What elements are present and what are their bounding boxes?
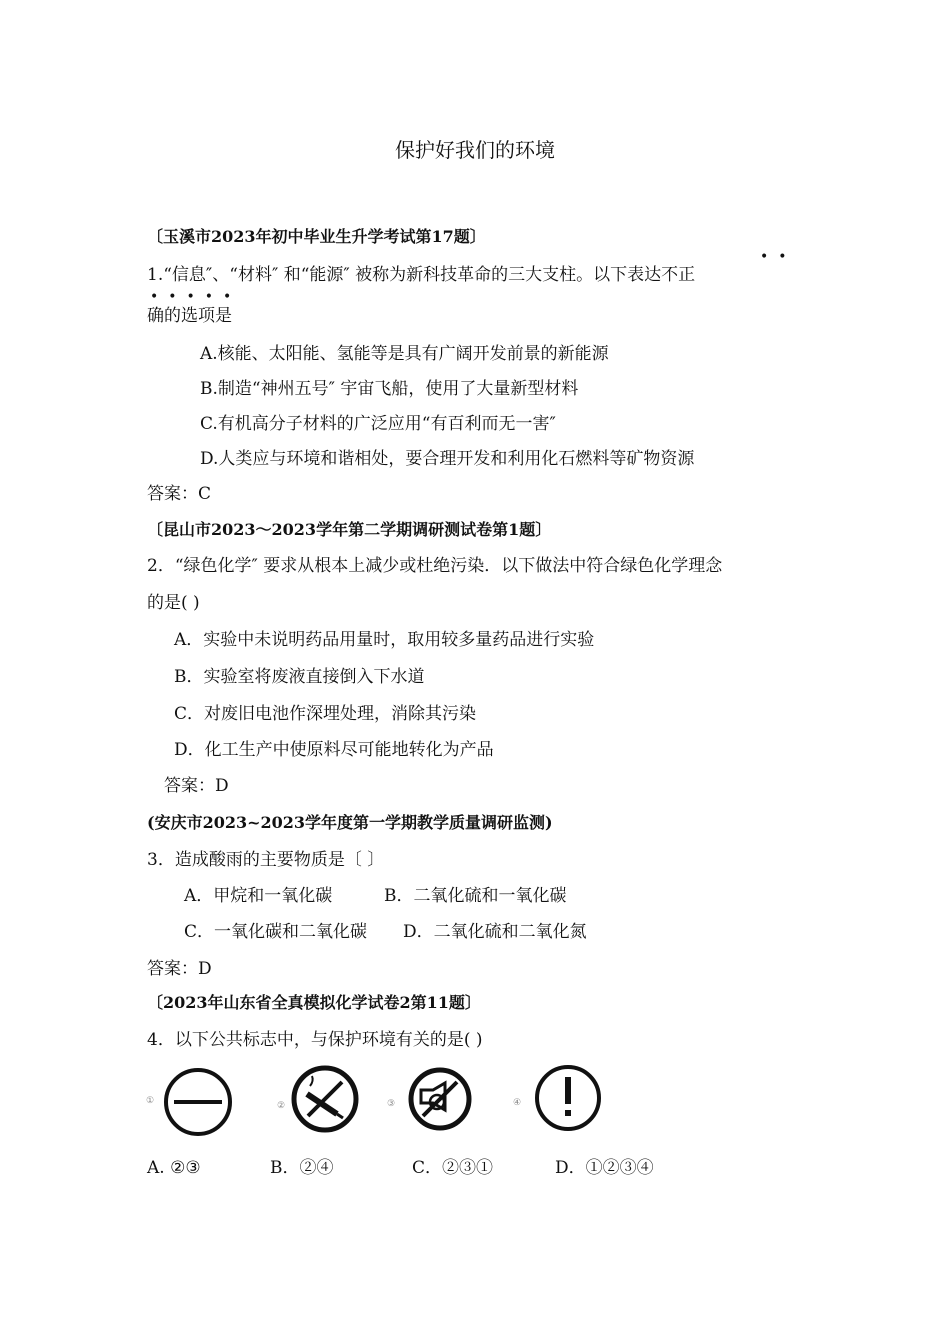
q2-answer: 答案：D (164, 776, 229, 796)
sign-label-4: ④ (513, 1098, 522, 1108)
q3-option-b: B．二氧化硫和一氧化碳 (384, 886, 567, 906)
q4-option-b: B．②④ (270, 1158, 334, 1178)
q1-option-a: A.核能、太阳能、氢能等是具有广阔开发前景的新能源 (200, 344, 609, 364)
q1-option-d: D.人类应与环境和谐相处，要合理开发和利用化石燃料等矿物资源 (200, 449, 695, 469)
emphasis-dots-icon: •• (760, 249, 797, 265)
page-title: 保护好我们的环境 (395, 138, 555, 162)
q1-source: 〔玉溪市2023年初中毕业生升学考试第17题〕 (147, 227, 486, 246)
no-smoking-sign-icon (290, 1064, 360, 1134)
q3-stem: 3．造成酸雨的主要物质是〔 〕 (147, 850, 385, 870)
q4-source: 〔2023年山东省全真模拟化学试卷2第11题〕 (147, 993, 481, 1012)
q2-source: 〔昆山市2023～2023学年第二学期调研测试卷第1题〕 (147, 520, 552, 539)
q2-stem-line1: 2．“绿色化学″ 要求从根本上减少或杜绝污染．以下做法中符合绿色化学理念 (147, 556, 723, 576)
q2-option-b: B．实验室将废液直接倒入下水道 (174, 667, 425, 687)
sign-label-1: ① (146, 1096, 155, 1106)
q2-option-d: D．化工生产中使原料尽可能地转化为产品 (174, 740, 494, 760)
q4-option-a: A. ②③ (147, 1158, 201, 1178)
q1-stem-line1: 1.“信息″、“材料″ 和“能源″ 被称为新科技革命的三大支柱。以下表达不正 (147, 265, 696, 285)
sign-label-3: ③ (387, 1099, 396, 1109)
q1-option-b: B.制造“神州五号″ 宇宙飞船，使用了大量新型材料 (200, 379, 579, 399)
q4-option-d: D．①②③④ (555, 1158, 654, 1178)
warning-sign-icon (533, 1063, 603, 1133)
q3-option-d: D．二氧化硫和二氧化氮 (403, 922, 587, 942)
q2-stem-line2: 的是( ) (147, 593, 200, 613)
q2-option-a: A．实验中未说明药品用量时，取用较多量药品进行实验 (174, 630, 595, 650)
q3-option-c: C．一氧化碳和二氧化碳 (184, 922, 368, 942)
q4-option-c: C．②③① (412, 1158, 494, 1178)
q4-stem: 4．以下公共标志中，与保护环境有关的是( ) (147, 1030, 483, 1050)
q2-option-c: C．对废旧电池作深埋处理，消除其污染 (174, 704, 477, 724)
no-entry-sign-icon (162, 1066, 234, 1138)
q3-option-a: A．甲烷和一氧化碳 (184, 886, 333, 906)
q1-stem-line2: 确的选项是 (147, 306, 232, 326)
sign-label-2: ② (277, 1101, 286, 1111)
q3-answer: 答案：D (147, 959, 212, 979)
emphasis-dots-icon: ••••• (150, 289, 242, 305)
q1-answer: 答案：C (147, 484, 212, 504)
q1-option-c: C.有机高分子材料的广泛应用“有百利而无一害″ (200, 414, 556, 434)
q3-source: (安庆市2023~2023学年度第一学期教学质量调研监测) (147, 813, 553, 832)
no-honking-sign-icon (407, 1066, 473, 1132)
